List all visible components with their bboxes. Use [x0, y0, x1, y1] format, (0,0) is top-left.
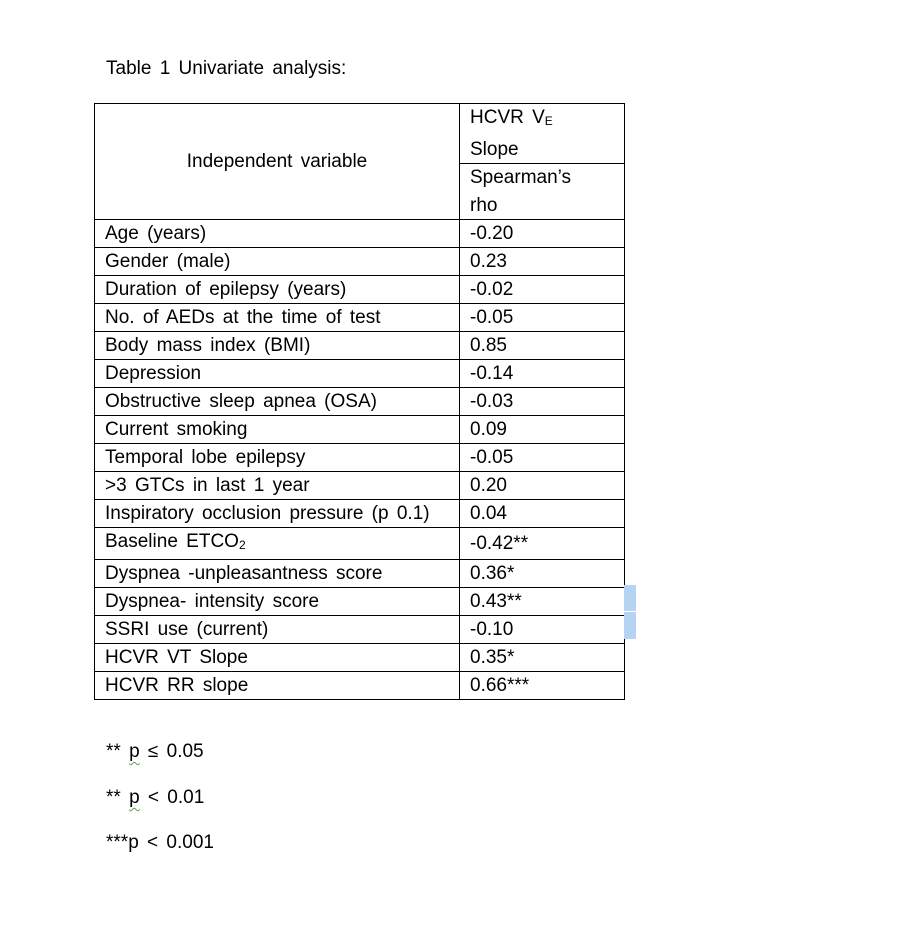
row-value: -0.05 [460, 304, 625, 332]
table-row [95, 276, 625, 304]
row-label [95, 616, 460, 644]
table-row [95, 588, 625, 616]
univariate-table [94, 103, 625, 700]
selection-highlight [624, 585, 636, 639]
footnote-1-prefix: ** [106, 741, 130, 762]
row-label [95, 248, 460, 276]
table-row [95, 220, 625, 248]
row-label-text: Inspiratory occlusion pressure (p 0.1) [105, 503, 430, 524]
table-row [95, 388, 625, 416]
row-value: 0.09 [460, 416, 625, 444]
footnote-1-p: p [129, 741, 140, 762]
row-label [95, 416, 460, 444]
table-row [95, 304, 625, 332]
row-value: -0.03 [460, 388, 625, 416]
footnote-3 [106, 832, 214, 854]
row-label [95, 220, 460, 248]
row-label-text: Depression [105, 363, 202, 384]
row-label-text: Temporal lobe epilepsy [105, 447, 306, 468]
row-label-text: No. of AEDs at the time of test [105, 307, 381, 328]
table-caption: Table 1 Univariate analysis: [106, 58, 347, 79]
table-row [95, 444, 625, 472]
footnote-2-rest: < 0.01 [139, 787, 205, 808]
row-value: -0.05 [460, 444, 625, 472]
table-row [95, 472, 625, 500]
row-label-subscript: 2 [238, 538, 246, 552]
row-label [95, 644, 460, 672]
row-label [95, 560, 460, 588]
row-label-text: Gender (male) [105, 251, 231, 272]
footnote-2-p: p [129, 787, 140, 808]
row-label-text: Current smoking [105, 419, 248, 440]
row-value: -0.20 [460, 220, 625, 248]
row-label-text: Dyspnea -unpleasantness score [105, 563, 383, 584]
row-value: 0.36* [460, 560, 625, 588]
row-label-text: SSRI use (current) [105, 619, 269, 640]
row-label [95, 588, 460, 616]
row-value: -0.42** [460, 528, 625, 560]
footnote-3-p: p [128, 832, 139, 853]
table-row [95, 672, 625, 700]
header-slope: Slope [470, 138, 519, 160]
header-rho: rho [470, 194, 498, 216]
row-label-text: Age (years) [105, 223, 207, 244]
row-label-text: Body mass index (BMI) [105, 335, 311, 356]
footnote-1-rest: ≤ 0.05 [139, 741, 204, 762]
row-label [95, 388, 460, 416]
row-label [95, 672, 460, 700]
table-row [95, 560, 625, 588]
row-value: -0.02 [460, 276, 625, 304]
row-value: -0.14 [460, 360, 625, 388]
header-hcvr-v: HCVR V [470, 107, 545, 128]
row-label-text: Dyspnea- intensity score [105, 591, 320, 612]
header-spearmans: Spearman’s [470, 167, 572, 188]
row-label-text: Duration of epilepsy (years) [105, 279, 347, 300]
table-row [95, 332, 625, 360]
row-value: -0.10 [460, 616, 625, 644]
row-label-text: Baseline ETCO [105, 531, 239, 552]
header-independent-variable: Independent variable [95, 104, 460, 220]
table-row [95, 248, 625, 276]
footnote-2-prefix: ** [106, 787, 130, 808]
row-label-text: HCVR VT Slope [105, 647, 248, 668]
header-row-top [95, 104, 625, 164]
row-value: 0.66*** [460, 672, 625, 700]
row-label [95, 472, 460, 500]
row-value: 0.43** [460, 588, 625, 616]
table-row [95, 528, 625, 560]
header-spearmans-rho [460, 164, 625, 220]
row-label [95, 528, 460, 560]
table-row [95, 644, 625, 672]
row-label [95, 276, 460, 304]
header-hcvr-ve-slope [460, 104, 625, 164]
table-row [95, 616, 625, 644]
footnote-3-rest: < 0.001 [138, 832, 214, 853]
footnote-3-prefix: *** [106, 832, 129, 853]
row-label-text: >3 GTCs in last 1 year [105, 475, 310, 496]
row-label-text: Obstructive sleep apnea (OSA) [105, 391, 377, 412]
row-value: 0.85 [460, 332, 625, 360]
row-label [95, 304, 460, 332]
header-subscript-e: E [544, 114, 553, 128]
row-label [95, 444, 460, 472]
table-row [95, 360, 625, 388]
row-value: 0.20 [460, 472, 625, 500]
footnote-2 [106, 787, 204, 809]
row-value: 0.04 [460, 500, 625, 528]
row-label [95, 332, 460, 360]
row-value: 0.23 [460, 248, 625, 276]
row-value: 0.35* [460, 644, 625, 672]
row-label [95, 500, 460, 528]
footnote-1 [106, 741, 204, 763]
row-label [95, 360, 460, 388]
table-row [95, 416, 625, 444]
row-label-text: HCVR RR slope [105, 675, 249, 696]
table-row [95, 500, 625, 528]
